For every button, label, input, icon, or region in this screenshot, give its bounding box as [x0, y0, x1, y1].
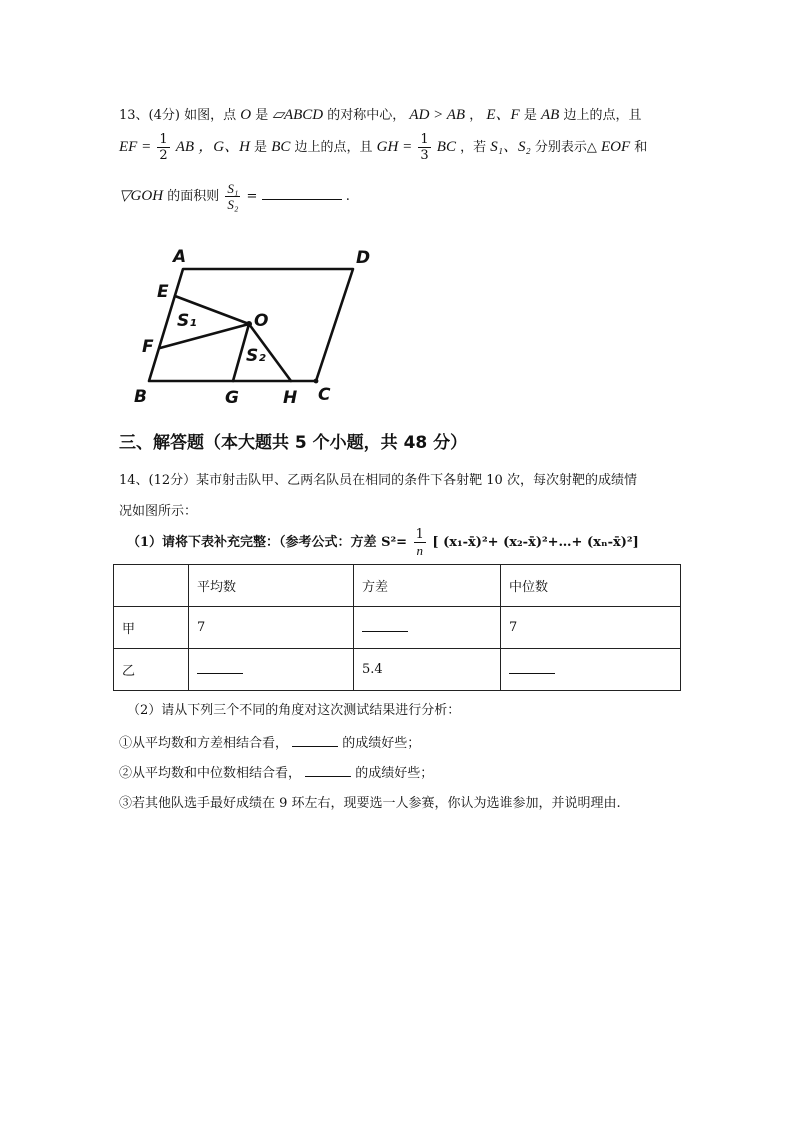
table-header-cell: 中位数 [501, 565, 681, 607]
table-header-cell: 平均数 [189, 565, 354, 607]
text: 的面积则 [167, 189, 220, 204]
table-cell: 7 [501, 607, 681, 649]
text: 的对称中心， [327, 108, 406, 123]
math: S₁、S₂ [490, 139, 531, 155]
text: ，若 [460, 140, 487, 155]
label-c: C [318, 385, 331, 405]
answer-blank[interactable] [197, 661, 243, 674]
point-c [314, 379, 319, 384]
text: 如图，点 [184, 108, 237, 123]
point-o [246, 321, 252, 327]
text: （1）请将下表补充完整：（参考公式：方差 S²= [127, 535, 408, 550]
math: O [240, 107, 252, 123]
text: . [345, 189, 350, 204]
denominator: n [416, 543, 423, 558]
q13-number: 13、(4分) [119, 108, 180, 123]
answer-blank[interactable] [362, 619, 408, 632]
q14-part2: （2）请从下列三个不同的角度对这次测试结果进行分析： [127, 703, 461, 718]
table-header-row [114, 565, 681, 607]
math: E、F [486, 107, 520, 123]
label-s1: S₁ [177, 311, 197, 331]
math: BC [271, 139, 291, 155]
q14-item-2 [119, 762, 433, 781]
statistics-table [113, 564, 681, 691]
table-cell-blank[interactable] [189, 649, 354, 691]
table-header-cell: 方差 [354, 565, 501, 607]
label-e: E [157, 282, 169, 302]
text: ②从平均数和中位数相结合看， [119, 766, 302, 781]
label-g: G [225, 388, 239, 408]
q14-item-1 [119, 732, 420, 751]
denominator: 3 [420, 148, 429, 163]
label-h: H [283, 388, 298, 408]
q14-part1 [127, 528, 639, 557]
math: AB [175, 139, 195, 155]
math: ，G、H [198, 139, 250, 155]
fraction [418, 133, 430, 162]
table-row [114, 649, 681, 691]
math: GH = [376, 139, 413, 155]
denominator: S₂ [227, 197, 239, 212]
section-heading: 三、解答题（本大题共 5 个小题，共 48 分） [119, 433, 468, 453]
variance-formula: [ (x₁-x̄)²+ (x₂-x̄)²+…+ (xₙ-x̄)²] [432, 535, 639, 550]
fraction [157, 133, 169, 162]
answer-blank[interactable] [262, 199, 342, 200]
numerator: 1 [415, 527, 424, 542]
text: 边上的点，且 [294, 140, 373, 155]
table-cell: 5.4 [354, 649, 501, 691]
text: 分别表示△ [534, 140, 597, 155]
table-row-label: 甲 [114, 607, 189, 649]
numerator: 1 [159, 132, 168, 147]
math: EOF [600, 139, 631, 155]
text: 和 [634, 140, 648, 155]
fraction [414, 528, 426, 557]
label-d: D [356, 248, 371, 268]
q13-line-1 [119, 103, 641, 124]
q14-line-2: 况如图所示： [119, 504, 198, 519]
text: ①从平均数和方差相结合看， [119, 736, 289, 751]
math: ▱ABCD [272, 107, 324, 123]
text: 是 [255, 108, 269, 123]
text: 边上的点，且 [563, 108, 642, 123]
label-f: F [142, 337, 154, 357]
numerator: S₁ [227, 181, 239, 196]
label-a: A [173, 247, 187, 267]
q14-line-1: 14、(12分）某市射击队甲、乙两名队员在相同的条件下各射靶 10 次，每次射靶的成绩情 [119, 473, 637, 488]
answer-blank[interactable] [305, 764, 351, 777]
math: AB [541, 107, 560, 123]
math: ▽GOH [119, 188, 164, 204]
answer-blank[interactable] [292, 734, 338, 747]
answer-blank[interactable] [509, 661, 555, 674]
parallelogram-figure [130, 240, 380, 410]
text: 的成绩好些； [355, 766, 434, 781]
table-row-label: 乙 [114, 649, 189, 691]
label-b: B [134, 387, 147, 407]
fraction [225, 182, 240, 211]
math: AD > AB [409, 107, 466, 123]
table-cell: 7 [189, 607, 354, 649]
math: BC [436, 139, 456, 155]
math: EF = [119, 139, 152, 155]
label-o: O [254, 311, 269, 331]
table-cell-blank[interactable] [501, 649, 681, 691]
q13-line-2 [119, 133, 647, 162]
text: 是 [523, 108, 537, 123]
table-cell-blank[interactable] [354, 607, 501, 649]
text: ， [469, 108, 483, 123]
text: 是 [254, 140, 268, 155]
equals-sign: = [246, 189, 258, 204]
text: 的成绩好些； [342, 736, 421, 751]
label-s2: S₂ [246, 346, 266, 366]
numerator: 1 [420, 132, 429, 147]
q14-item-3: ③若其他队选手最好成绩在 9 环左右，现要选一人参赛，你认为选谁参加，并说明理由. [119, 796, 621, 811]
denominator: 2 [159, 148, 168, 163]
table-row [114, 607, 681, 649]
q13-line-3 [119, 182, 350, 211]
table-header-cell [114, 565, 189, 607]
